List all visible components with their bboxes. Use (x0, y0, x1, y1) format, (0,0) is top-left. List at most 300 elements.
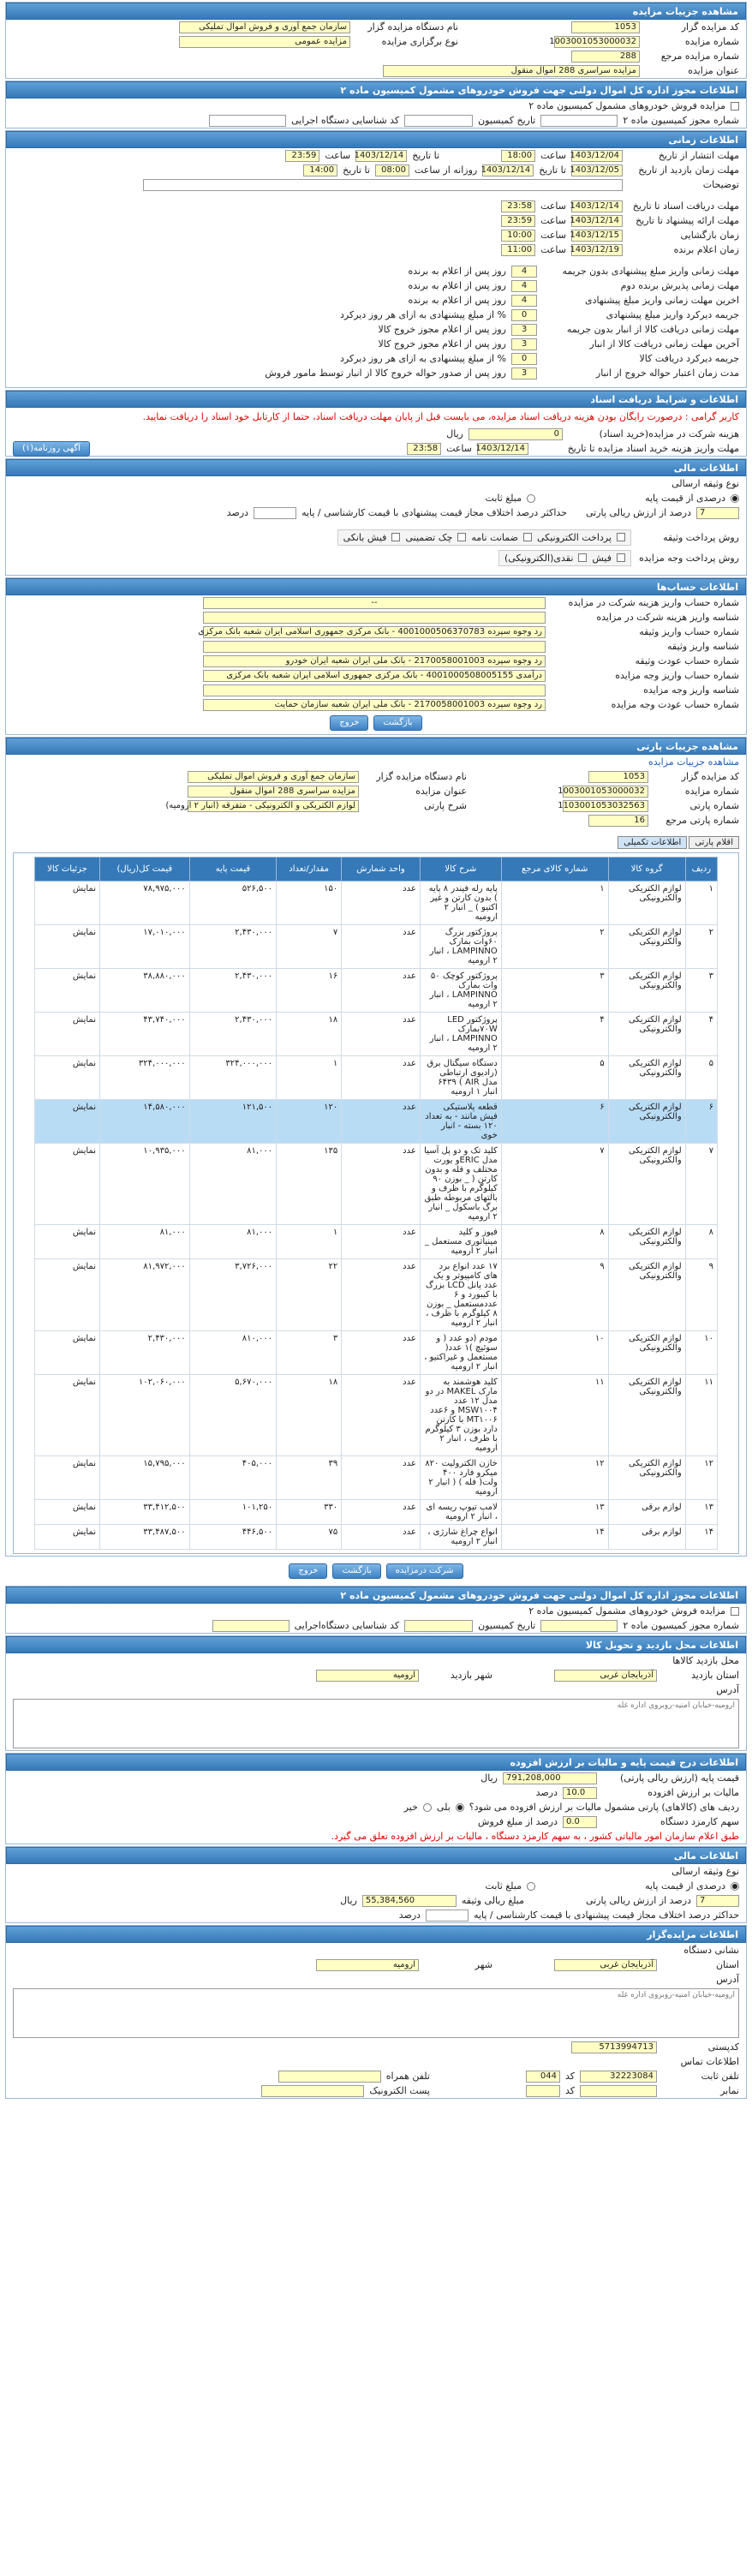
table-cell: عدد (342, 1375, 421, 1456)
acc4-field[interactable] (203, 641, 546, 653)
visit-to-field[interactable]: 1403/12/14 (482, 164, 534, 176)
table-cell: ۱۲ (501, 1456, 608, 1500)
timing-rule-label: مدت زمان اعتبار حواله خروج از انبار (595, 368, 739, 379)
table-cell: ۱۸ (277, 1013, 342, 1056)
acc1-field[interactable]: -- (203, 597, 546, 609)
column-header[interactable]: قیمت کل(ریال) (100, 858, 190, 882)
yes-radio[interactable] (456, 1803, 464, 1812)
table-cell: ۲,۴۳۰,۰۰۰ (100, 1331, 190, 1375)
table-cell: ۱۴,۵۸۰,۰۰۰ (100, 1100, 190, 1144)
table-cell: عدد (342, 969, 421, 1013)
org-field[interactable]: سازمان جمع آوری و فروش اموال تملیکی (179, 21, 350, 33)
timing-rule-value[interactable]: 4 (511, 295, 537, 307)
timing-rule-value[interactable]: 4 (511, 280, 537, 292)
table-row[interactable] (35, 1331, 718, 1375)
participate-button[interactable]: شرکت درمزایده (386, 1563, 463, 1579)
time-label: ساعت (540, 200, 566, 212)
table-cell: ۱۸ (277, 1375, 342, 1456)
yes-label: بلی (436, 1802, 451, 1813)
table-cell: لوازم الکتریکی والکترونیکی (608, 1056, 685, 1100)
table-cell: ۷۵ (277, 1525, 342, 1550)
percent-radio[interactable] (731, 494, 739, 503)
guarantee-letter-checkbox[interactable] (523, 533, 532, 541)
fax-label: نمابر (720, 2085, 739, 2096)
details-link[interactable]: نمایش (35, 882, 100, 925)
postal-code-field[interactable]: 5713994713 (571, 2041, 657, 2053)
mobile-field[interactable] (278, 2071, 381, 2083)
org-label: نام دستگاه مزایده گزار (376, 771, 467, 782)
acc2-label: شناسه واریز هزینه شرکت در مزایده (596, 612, 739, 623)
table-cell: ۲۲ (277, 1259, 342, 1331)
email-field[interactable] (261, 2085, 364, 2097)
cheque-checkbox[interactable] (457, 533, 466, 541)
base-price-label: قیمت پایه (ارزش ریالی پارتی) (620, 1772, 739, 1784)
subject-field[interactable]: مزایده سراسری 288 اموال منقول (188, 786, 359, 798)
table-cell: عدد (342, 882, 421, 925)
percent-label: درصدی از قیمت پایه (645, 1880, 725, 1892)
table-row[interactable] (35, 1144, 718, 1225)
amount-unit: ریال (340, 1895, 357, 1906)
time-label: ساعت (540, 244, 566, 255)
details-link[interactable]: نمایش (35, 1331, 100, 1375)
table-cell: لوازم الکتریکی والکترونیکی (608, 1259, 685, 1331)
column-header[interactable]: قیمت پایه (189, 858, 277, 882)
commission-date-field[interactable] (404, 1620, 473, 1632)
section-header: اطلاعات حساب‌ها (6, 578, 746, 595)
table-cell: ۲,۴۳۰,۰۰۰ (189, 969, 277, 1013)
permit-number-field[interactable] (540, 1620, 618, 1632)
column-header[interactable]: شماره کالای مرجع (501, 858, 608, 882)
party-ref-label: شماره پارتی مرجع (665, 815, 739, 826)
table-cell: ۸ (685, 1225, 717, 1259)
acc7-field[interactable] (203, 684, 546, 696)
column-header[interactable]: ردیف (685, 858, 717, 882)
table-cell: ۱ (685, 882, 717, 925)
electronic-label: پرداخت الکترونیکی (537, 531, 612, 543)
table-cell: ۱۲ (685, 1456, 717, 1500)
permit-section-2 (5, 1586, 747, 1634)
commission-date-field[interactable] (404, 115, 473, 127)
slip-checkbox[interactable] (617, 553, 625, 562)
timing-rule-unit: روز پس از اعلام مجوز خروج کالا (378, 338, 506, 350)
percent-field[interactable]: 7 (696, 507, 739, 519)
cash-checkbox[interactable] (578, 553, 587, 562)
table-row[interactable] (35, 1456, 718, 1500)
timing-rule-unit: % از مبلغ پیشنهادی به ازای هر روز دیرکرد (340, 309, 506, 320)
action-bar (0, 1558, 752, 1584)
vehicle-label: مزایده فروش خودروهای مشمول کمیسیون ماده ۲ (528, 1605, 725, 1617)
bank-slip-checkbox[interactable] (391, 533, 400, 541)
section-header: مشاهده جزییات مزایده (6, 3, 746, 20)
subject-field[interactable]: مزایده سراسری 288 اموال منقول (383, 65, 640, 77)
tab-party-items[interactable]: اقلام پارتی (689, 836, 739, 849)
table-cell: ۱۰,۹۳۵,۰۰۰ (100, 1144, 190, 1225)
table-row[interactable] (35, 1500, 718, 1525)
table-cell: لوازم الکتریکی والکترونیکی (608, 1375, 685, 1456)
table-cell: ۴۳,۷۴۰,۰۰۰ (100, 1013, 190, 1056)
commission-date-label: تاریخ کمیسیون (478, 115, 536, 126)
table-cell: ۳۲۴,۰۰۰,۰۰۰ (100, 1056, 190, 1100)
table-cell: ۸۱,۰۰۰ (189, 1225, 277, 1259)
city-field[interactable]: ارومیه (316, 1670, 419, 1682)
area-code-field[interactable]: 044 (526, 2071, 560, 2083)
table-cell: ۸۱۰,۰۰۰ (189, 1331, 277, 1375)
opening-time[interactable]: 10:00 (501, 230, 535, 242)
visit-place-label: محل بازدید کالاها (672, 1655, 739, 1666)
table-cell: ۱۷ عدد انواع برد های کامپیوتر و یک عدد پانل LCD بزرگ با کیبورد و ۶ عددمستعمل _ بوزن ۸ کیلوگرم با ظرف ، انبار ۲ ارومیه (420, 1259, 501, 1331)
timing-rule-label: اخرین مهلت زمانی واریز مبلغ پیشنهادی (585, 295, 739, 306)
column-header[interactable]: جزئیات کالا (35, 858, 100, 882)
max-diff-unit: درصد (398, 1910, 421, 1921)
to-date-label: تا تاریخ (539, 164, 566, 176)
back-button[interactable]: بازگشت (373, 715, 421, 731)
percent-unit: درصد از ارزش ریالی پارتی (586, 1895, 691, 1906)
details-link[interactable]: نمایش (35, 1456, 100, 1500)
percent-radio[interactable] (731, 1882, 739, 1891)
percent-field[interactable]: 7 (696, 1895, 739, 1907)
table-cell: ۶ (501, 1100, 608, 1144)
section-header: اطلاعات و شرایط دریافت اسناد (6, 391, 746, 408)
visit-from-field[interactable]: 1403/12/05 (571, 164, 623, 176)
description-label: توضیحات (702, 179, 739, 190)
timing-rule-row (6, 264, 746, 278)
max-diff-field[interactable] (426, 1910, 469, 1922)
details-link[interactable]: نمایش (35, 1013, 100, 1056)
amount-label: مبلغ ریالی وثیقه (461, 1895, 524, 1906)
max-diff-label: حداکثر درصد اختلاف مجاز قیمت پیشنهادی با قیمت کارشناسی / پایه (474, 1910, 739, 1921)
timing-rule-value[interactable]: 3 (511, 324, 537, 336)
publish-from-time[interactable]: 18:00 (501, 150, 535, 162)
email-label: پست الکترونیک (369, 2085, 430, 2096)
cheque-label: چک تضمینی (405, 531, 453, 543)
column-header[interactable]: واحد شمارش (342, 858, 421, 882)
percent-label: درصدی از قیمت پایه (645, 493, 725, 504)
org-id-label: کد شناسایی دستگاه اجرایی (291, 115, 400, 126)
max-diff-field[interactable] (254, 507, 296, 519)
timing-rule-label: جریمه دیرکرد دریافت کالا (639, 353, 739, 364)
code-field[interactable]: 1053 (588, 771, 648, 783)
fee-share-field[interactable]: 0.0 (563, 1816, 597, 1828)
org-id-field[interactable] (212, 1620, 289, 1632)
table-cell: ۱۰ (501, 1331, 608, 1375)
table-cell: ۱ (277, 1225, 342, 1259)
type-field[interactable]: مزایده عمومی (179, 36, 350, 48)
code-field[interactable]: 1053 (571, 21, 640, 33)
timing-rule-row (6, 337, 746, 351)
visit-from-time[interactable]: 08:00 (375, 164, 409, 176)
opening-field[interactable]: 1403/12/15 (571, 230, 623, 242)
table-row[interactable] (35, 1225, 718, 1259)
party-ref-field[interactable]: 16 (588, 815, 648, 827)
financial-section (5, 458, 747, 576)
acc6-label: شماره حساب واریز وجه مزایده (615, 670, 739, 681)
electronic-checkbox[interactable] (617, 533, 625, 541)
table-cell: قطعه پلاستیکی فیش مانند - به تعداد ۱۲۰ بسته - انبار خوی (420, 1100, 501, 1144)
vehicle-checkbox[interactable] (731, 1607, 739, 1616)
acc8-field[interactable]: رد وجوه سپرده 2170058001003 - بانک ملی ایران شعبه سازمان حمایت (203, 699, 546, 711)
acc5-field[interactable]: رد وجوه سپرده 2170058001003 - بانک ملی ایران شعبه ایران خودرو (203, 655, 546, 667)
commission-date-label: تاریخ کمیسیون (478, 1620, 536, 1631)
section-header: اطلاعات مالی (6, 459, 746, 476)
back-button[interactable]: بازگشت (332, 1563, 380, 1579)
fax-code-field[interactable] (526, 2085, 560, 2097)
fee-unit: ریال (446, 428, 463, 439)
fee-deadline-time[interactable]: 23:58 (407, 443, 441, 455)
acc8-label: شماره حساب عودت وجه مزایده (611, 699, 739, 710)
doc-deadline-field[interactable]: 1403/12/14 (571, 200, 623, 212)
phone-field[interactable]: 32223084 (580, 2071, 657, 2083)
details-link[interactable]: نمایش (35, 1259, 100, 1331)
table-cell: ۱۳ (685, 1500, 717, 1525)
table-cell: ۸۱,۰۰۰ (189, 1144, 277, 1225)
vat-section (5, 1753, 747, 1844)
org-address-heading: نشانی دستگاه (683, 1945, 739, 1956)
org-field[interactable]: سازمان جمع آوری و فروش اموال تملیکی (188, 771, 359, 783)
table-cell: ۳,۷۲۶,۰۰۰ (189, 1259, 277, 1331)
table-cell: ۷ (685, 1144, 717, 1225)
fixed-label: مبلغ ثابت (485, 493, 522, 504)
guarantee-letter-label: ضمانت نامه (471, 531, 518, 543)
auction-details-link[interactable]: مشاهده جزییات مزایده (648, 756, 739, 768)
org-id-label: کد شناسایی دستگاه‌اجرایی (294, 1620, 400, 1631)
province-field[interactable]: آذربایجان غربی (554, 1959, 657, 1971)
max-diff-label: حداکثر درصد اختلاف مجاز قیمت پیشنهادی با قیمت کارشناسی / پایه (301, 507, 567, 518)
details-link[interactable]: نمایش (35, 925, 100, 969)
timing-rule-value[interactable]: 0 (511, 353, 537, 365)
table-cell: عدد (342, 1225, 421, 1259)
permit-number-field[interactable] (540, 115, 618, 127)
vat-field[interactable]: 10.0 (563, 1787, 597, 1799)
timing-rule-row (6, 366, 746, 380)
table-cell: ۱۲۱,۵۰۰ (189, 1100, 277, 1144)
timing-rule-unit: % از مبلغ پیشنهادی به ازای هر روز دیرکرد (340, 353, 506, 364)
exit-button[interactable]: خروج (330, 715, 368, 731)
table-cell: ۳۹ (277, 1456, 342, 1500)
table-cell: عدد (342, 1456, 421, 1500)
fax-field[interactable] (580, 2085, 657, 2097)
section-header: اطلاعات درج قیمت پایه و مالیات بر ارزش افزوده (6, 1754, 746, 1771)
table-cell: ۱۱ (501, 1375, 608, 1456)
address-label: آدرس (716, 1684, 739, 1695)
table-cell: ۱۵,۷۹۵,۰۰۰ (100, 1456, 190, 1500)
timing-rules-list (6, 264, 746, 380)
number-field[interactable]: 1003001053000032 (554, 36, 640, 48)
visit-to-time[interactable]: 14:00 (303, 164, 337, 176)
accounts-section (5, 577, 747, 735)
winner-label: زمان اعلام برنده (673, 244, 739, 255)
timing-rule-row (6, 351, 746, 366)
no-radio[interactable] (423, 1803, 432, 1812)
publish-to-time[interactable]: 23:59 (285, 150, 319, 162)
acc7-label: شناسه واریز وجه مزایده (643, 684, 739, 696)
party-desc-field[interactable]: لوازم الکتریکی و الکترونیکی - متفرقه (انبار ۲ ارومیه) (188, 800, 359, 812)
documents-section (5, 390, 747, 457)
tab-extra-info[interactable]: اطلاعات تکمیلی (618, 836, 687, 849)
vehicle-label: مزایده فروش خودروهای مشمول کمیسیون ماده ۲ (528, 100, 725, 111)
publish-to-field[interactable]: 1403/12/14 (355, 150, 407, 162)
timing-rule-unit: روز پس از اعلام مجوز خروج کالا (378, 324, 506, 335)
fee-share-label: سهم کارمزد دستگاه (660, 1816, 739, 1827)
table-row[interactable] (35, 1013, 718, 1056)
timing-rule-label: مهلت زمانی دریافت کالا از انبار بدون جریمه (566, 324, 739, 335)
winner-time[interactable]: 11:00 (501, 244, 535, 256)
table-cell: ۱۶ (277, 969, 342, 1013)
table-cell: ۷ (501, 1144, 608, 1225)
org-id-field[interactable] (209, 115, 286, 127)
vat-label: مالیات بر ارزش افزوده (648, 1787, 739, 1798)
phone-label: تلفن ثابت (701, 2071, 739, 2082)
vehicle-checkbox[interactable] (731, 102, 739, 111)
address-textarea[interactable]: ارومیه-خیابان امنیه-روبروی اداره غله (13, 1988, 739, 2038)
table-row[interactable] (35, 1056, 718, 1100)
table-cell: ۵ (501, 1056, 608, 1100)
province-label: استان (715, 1959, 739, 1970)
acc6-field[interactable]: درآمدی 4001000508005155 - بانک مرکزی جمهوری اسلامی ایران شعبه بانک مرکزی (203, 670, 546, 682)
max-diff-unit: درصد (226, 507, 249, 518)
fee-label: هزینه شرکت در مزایده(خرید اسناد) (599, 428, 739, 439)
section-header: اطلاعات مالی (6, 1847, 746, 1864)
code-label: کد مزایده گزار (681, 21, 739, 33)
acc2-field[interactable] (203, 612, 546, 624)
table-row[interactable] (35, 882, 718, 925)
table-row[interactable] (35, 1375, 718, 1456)
table-cell: پروژکتور کوچک ۵۰ وات بمارک LAMPINNO ، انبار ۲ ارومیه (420, 969, 501, 1013)
table-cell: ۳۳۰ (277, 1500, 342, 1525)
table-cell: لوازم برقی (608, 1525, 685, 1550)
table-cell: ۳ (277, 1331, 342, 1375)
table-cell: لوازم الکتریکی والکترونیکی (608, 1456, 685, 1500)
party-label: شماره پارتی (689, 800, 739, 811)
publish-from-field[interactable]: 1403/12/04 (571, 150, 623, 162)
table-row[interactable] (35, 1525, 718, 1550)
code-label: کد مزایده گزار (681, 771, 739, 782)
address-textarea[interactable]: ارومیه-خیابان امنیه-روبروی اداره غله (13, 1699, 739, 1748)
section-header: اطلاعات مزایده‌گزار (6, 1926, 746, 1943)
guarantee-type-label: نوع وثیقه ارسالی (671, 478, 739, 489)
acc3-field[interactable]: رد وجوه سپرده 4001000506370783 - بانک مرکزی جمهوری اسلامی ایران شعبه بانک مرکزی (203, 626, 546, 638)
timing-rule-value[interactable]: 4 (511, 266, 537, 278)
to-time-label: تا تاریخ (343, 164, 370, 176)
details-link[interactable]: نمایش (35, 1375, 100, 1456)
table-cell: ۷ (277, 925, 342, 969)
province-label: استان بازدید (691, 1670, 739, 1681)
details-link[interactable]: نمایش (35, 1500, 100, 1525)
ref-label: شماره مزایده مرجع (660, 51, 739, 62)
city-label: شهر (474, 1959, 492, 1970)
table-cell: ۱۴ (685, 1525, 717, 1550)
city-label: شهر بازدید (450, 1670, 492, 1681)
vat-unit: درصد (535, 1787, 558, 1798)
table-cell: کلید تک و دو پل آسیا مدل ERICو یورت مختلف و فله و بدون کارتن ( _ بوزن ۹۰ کیلوگرم با ظرف و بالتهای مربوطه طبق برگ باسکول _ انبار ۲ ارومیه (420, 1144, 501, 1225)
acc1-label: شماره حساب واریز هزینه شرکت در مزایده (568, 597, 739, 608)
fee-field[interactable]: 0 (469, 428, 563, 440)
bank-slip-label: فیش بانکی (343, 531, 387, 543)
fee-share-unit: درصد از مبلغ فروش (478, 1816, 558, 1827)
table-row[interactable] (35, 1100, 718, 1144)
table-cell: لوازم الکتریکی والکترونیکی (608, 1100, 685, 1144)
column-header[interactable]: شرح کالا (420, 858, 501, 882)
column-header[interactable]: گروه کالا (608, 858, 685, 882)
details-link[interactable]: نمایش (35, 1525, 100, 1550)
items-table (34, 857, 718, 1550)
offer-deadline-field[interactable]: 1403/12/14 (571, 215, 623, 227)
timing-rule-unit: روز پس از اعلام به برنده (408, 295, 506, 306)
description-field[interactable] (143, 179, 623, 191)
postal-code-label: کدپستی (707, 2041, 739, 2053)
to-date-label: تا تاریخ (412, 150, 440, 161)
table-cell: ۸۱,۹۷۲,۰۰۰ (100, 1259, 190, 1331)
time-label: ساعت (540, 150, 566, 161)
number-field[interactable]: 1003001053000032 (563, 786, 648, 798)
province-field[interactable]: آذربایجان غربی (554, 1670, 657, 1682)
table-row[interactable] (35, 925, 718, 969)
org-label: نام دستگاه مزایده گزار (367, 21, 458, 33)
table-row[interactable] (35, 1259, 718, 1331)
table-cell: ۳ (685, 969, 717, 1013)
visit-location-section (5, 1635, 747, 1751)
table-cell: ۱۳ (501, 1500, 608, 1525)
fee-deadline-field[interactable]: 1403/12/14 (477, 443, 528, 455)
section-header: اطلاعات مجوز اداره کل اموال دولتی جهت فروش خودروهای مشمول کمیسیون ماده ۲ (6, 1587, 746, 1604)
timing-rule-value[interactable]: 3 (511, 338, 537, 350)
table-cell: ۳۳,۴۸۷,۵۰۰ (100, 1525, 190, 1550)
timing-rule-value[interactable]: 3 (511, 368, 537, 380)
fixed-radio[interactable] (527, 1882, 535, 1891)
timing-rule-label: مهلت زمانی پذیرش برنده دوم (620, 280, 739, 291)
details-link[interactable]: نمایش (35, 1056, 100, 1100)
fixed-radio[interactable] (527, 494, 535, 503)
amount-field[interactable]: 55,384,560 (362, 1895, 457, 1907)
permit-number-label: شماره مجوز کمیسیون ماده ۲ (623, 115, 739, 126)
table-cell: ۱۰۱,۲۵۰ (189, 1500, 277, 1525)
table-row[interactable] (35, 969, 718, 1013)
city-field[interactable]: ارومیه (316, 1959, 419, 1971)
details-link[interactable]: نمایش (35, 1225, 100, 1259)
details-link[interactable]: نمایش (35, 1144, 100, 1225)
offer-deadline-time[interactable]: 23:59 (501, 215, 535, 227)
table-cell: ۴ (685, 1013, 717, 1056)
timing-rule-label: آخرین مهلت زمانی دریافت کالا از انبار (589, 338, 739, 350)
vat-question: ردیف های (کالاهای) پارتی مشمول مالیات بر ارزش افزوده می شود؟ (469, 1802, 739, 1813)
column-header[interactable]: مقدار/تعداد (277, 858, 342, 882)
table-cell: لوازم الکتریکی والکترونیکی (608, 925, 685, 969)
payment-method-label: روش پرداخت وجه مزایده (639, 552, 739, 564)
table-cell: ۲ (501, 925, 608, 969)
doc-deadline-time[interactable]: 23:58 (501, 200, 535, 212)
timing-rule-unit: روز پس از صدور حواله خروج کالا از انبار توسط مامور فروش (265, 368, 506, 379)
table-cell: ۹ (685, 1259, 717, 1331)
table-cell: لوازم برقی (608, 1500, 685, 1525)
table-cell: کلید هوشمند به مارک MAKEL در دو مدل ۱۲ عدد MSW۱۰۰۴ و ۶عدد MT۱۰۰۶ با کارتن دارد بوزن ۳ کیلوگرم با ظرف ، انبار ۲ ارومیه (420, 1375, 501, 1456)
table-cell: ۴ (501, 1013, 608, 1056)
fixed-label: مبلغ ثابت (485, 1880, 522, 1892)
table-cell: ۸ (501, 1225, 608, 1259)
party-details-section (5, 737, 747, 1557)
table-cell: فیوز و کلید مینیاتوری مستعمل _ انبار ۲ ارومیه (420, 1225, 501, 1259)
ref-field[interactable]: 288 (571, 51, 640, 63)
timing-rule-value[interactable]: 0 (511, 309, 537, 321)
details-link[interactable]: نمایش (35, 1100, 100, 1144)
table-cell: لوازم الکتریکی والکترونیکی (608, 1225, 685, 1259)
base-price-field[interactable]: 791,208,000 (503, 1772, 597, 1784)
table-cell: عدد (342, 1100, 421, 1144)
party-field[interactable]: 1103001053032563 (563, 800, 648, 812)
doc-deadline-label: مهلت دریافت اسناد تا تاریخ (632, 200, 739, 212)
details-link[interactable]: نمایش (35, 969, 100, 1013)
exit-button[interactable]: خروج (289, 1563, 327, 1579)
winner-field[interactable]: 1403/12/19 (571, 244, 623, 256)
newspaper-notice-button[interactable]: آگهی روزنامه(۱) (13, 441, 90, 457)
